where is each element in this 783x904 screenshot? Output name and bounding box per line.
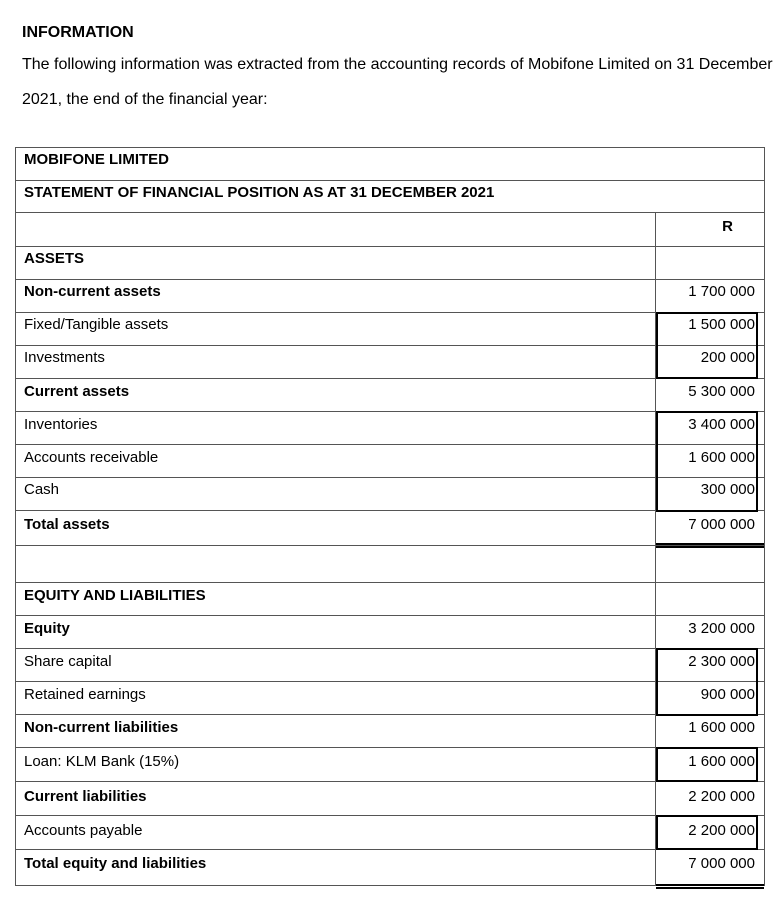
non-current-assets-label: Non-current assets: [24, 283, 161, 300]
row-divider: [15, 545, 765, 546]
loan-value: 1 600 000: [688, 753, 755, 770]
row-divider: [15, 279, 765, 280]
loan-label: Loan: KLM Bank (15%): [24, 753, 180, 770]
row-divider: [15, 477, 765, 478]
accounts-payable-value: 2 200 000: [688, 822, 755, 839]
total-assets-value: 7 000 000: [688, 516, 755, 533]
non-current-liabilities-value: 1 600 000: [688, 719, 755, 736]
loan-detail-box: [656, 747, 758, 782]
row-divider: [15, 815, 765, 816]
row-divider: [15, 615, 765, 616]
company-name: MOBIFONE LIMITED: [24, 151, 169, 168]
row-divider: [15, 648, 765, 649]
non-current-assets-value: 1 700 000: [688, 283, 755, 300]
row-divider: [15, 781, 765, 782]
total-assets-label: Total assets: [24, 516, 110, 533]
current-assets-label: Current assets: [24, 383, 130, 400]
assets-detail-box: [656, 312, 758, 379]
fixed-assets-value: 1 500 000: [688, 316, 755, 333]
row-divider: [15, 378, 765, 379]
retained-earnings-value: 900 000: [700, 686, 755, 703]
current-liabilities-label: Current liabilities: [24, 788, 147, 805]
row-divider: [15, 212, 765, 213]
assets-heading: ASSETS: [24, 250, 85, 267]
payable-detail-box: [656, 815, 758, 850]
row-divider: [15, 312, 765, 313]
row-divider: [15, 444, 765, 445]
total-equity-double-underline: [656, 884, 764, 889]
total-equity-liabilities-label: Total equity and liabilities: [24, 855, 207, 872]
equity-detail-box: [656, 648, 758, 716]
row-divider: [15, 180, 765, 181]
currency-header: R: [722, 218, 733, 235]
cash-value: 300 000: [700, 481, 755, 498]
accounts-receivable-value: 1 600 000: [688, 449, 755, 466]
equity-label: Equity: [24, 620, 70, 637]
row-divider: [15, 747, 765, 748]
section-heading: INFORMATION: [22, 24, 134, 41]
inventories-label: Inventories: [24, 416, 98, 433]
statement-title: STATEMENT OF FINANCIAL POSITION AS AT 31 DECEMBER 2021: [24, 184, 495, 201]
row-divider: [15, 246, 765, 247]
current-assets-detail-box: [656, 411, 758, 512]
current-assets-value: 5 300 000: [688, 383, 755, 400]
cash-label: Cash: [24, 481, 60, 498]
intro-line-2: 2021, the end of the financial year:: [22, 91, 268, 108]
inventories-value: 3 400 000: [688, 416, 755, 433]
share-capital-label: Share capital: [24, 653, 112, 670]
retained-earnings-label: Retained earnings: [24, 686, 146, 703]
investments-label: Investments: [24, 349, 105, 366]
equity-liabilities-heading: EQUITY AND LIABILITIES: [24, 587, 206, 604]
total-equity-liabilities-value: 7 000 000: [688, 855, 755, 872]
row-divider: [15, 411, 765, 412]
row-divider: [15, 582, 765, 583]
share-capital-value: 2 300 000: [688, 653, 755, 670]
fixed-assets-label: Fixed/Tangible assets: [24, 316, 169, 333]
row-divider: [15, 681, 765, 682]
accounts-receivable-label: Accounts receivable: [24, 449, 159, 466]
investments-value: 200 000: [700, 349, 755, 366]
accounts-payable-label: Accounts payable: [24, 822, 143, 839]
current-liabilities-value: 2 200 000: [688, 788, 755, 805]
row-divider: [15, 510, 765, 511]
equity-value: 3 200 000: [688, 620, 755, 637]
total-assets-double-underline: [656, 543, 764, 548]
non-current-liabilities-label: Non-current liabilities: [24, 719, 179, 736]
table-frame: [15, 147, 765, 886]
row-divider: [15, 714, 765, 715]
row-divider: [15, 345, 765, 346]
intro-line-1: The following information was extracted from the accounting records of Mobifone Limited on 31 December: [22, 56, 773, 73]
row-divider: [15, 849, 765, 850]
